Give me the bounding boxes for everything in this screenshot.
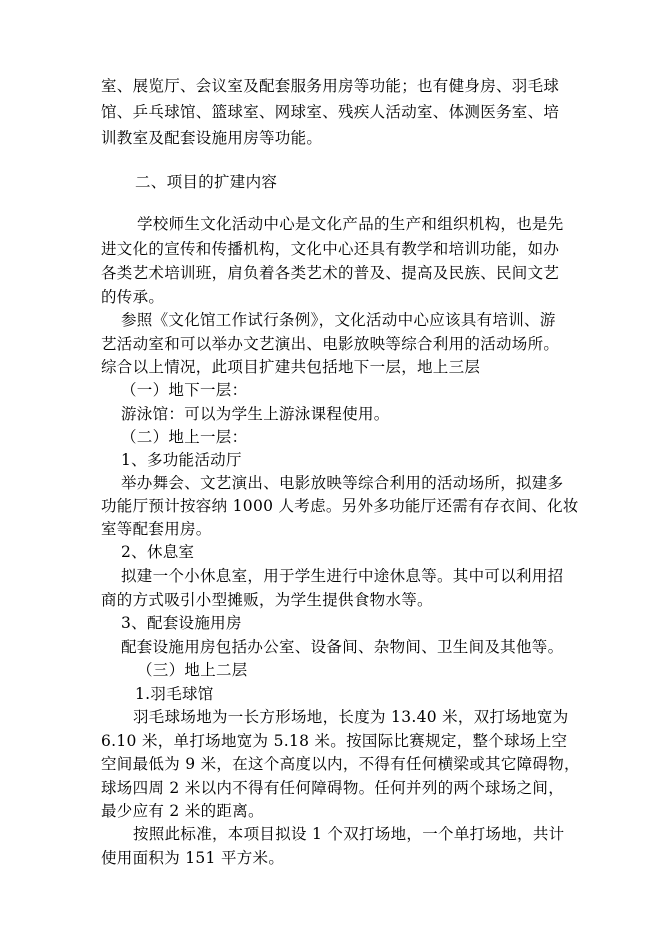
paragraph-line: 参照《文化馆工作试行条例》，文化活动中心应该具有培训、游 [121, 311, 556, 329]
subsection-title: （一）地下一层： [121, 381, 248, 399]
subsection-title: （三）地上二层 [137, 661, 248, 679]
paragraph-line: 举办舞会、文艺演出、电影放映等综合利用的活动场所，拟建多 [121, 474, 564, 492]
item-title: 1、多功能活动厅 [121, 451, 242, 469]
paragraph-line: 配套设施用房包括办公室、设备间、杂物间、卫生间及其他等。 [121, 638, 564, 656]
paragraph-line: 综合以上情况，此项目扩建共包括地下一层，地上三层 [101, 358, 481, 376]
paragraph-line: 球场四周 2 米以内不得有任何障碍物。任何并列的两个球场之间， [101, 779, 565, 797]
paragraph-line: 馆、乒乓球馆、篮球室、网球室、残疾人活动室、体测医务室、培 [101, 103, 560, 121]
paragraph-line: 空间最低为 9 米，在这个高度以内，不得有任何横梁或其它障碍物， [101, 755, 580, 773]
paragraph-line: 训教室及配套设施用房等功能。 [101, 129, 323, 147]
section-heading: 二、项目的扩建内容 [135, 173, 278, 191]
paragraph-line: 按照此标准，本项目拟设 1 个双打场地，一个单打场地，共计 [133, 825, 565, 843]
paragraph-line: 室等配套用房。 [101, 520, 212, 538]
paragraph-line: 室、展览厅、会议室及配套服务用房等功能；也有健身房、羽毛球 [101, 77, 560, 95]
subsection-title: （二）地上一层： [121, 428, 248, 446]
paragraph-line: 使用面积为 151 平方米。 [101, 849, 285, 867]
paragraph-line: 的传承。 [101, 288, 165, 306]
paragraph-line: 学校师生文化活动中心是文化产品的生产和组织机构，也是先 [137, 215, 564, 233]
paragraph-line: 羽毛球场地为一长方形场地，长度为 13.40 米，双打场地宽为 [133, 708, 569, 726]
paragraph-line: 功能厅预计按容纳 1000 人考虑。另外多功能厅还需有存衣间、化妆 [101, 497, 579, 515]
paragraph-line: 商的方式吸引小型摊贩，为学生提供食物水等。 [101, 591, 433, 609]
paragraph-line: 进文化的宣传和传播机构，文化中心还具有教学和培训功能，如办 [101, 240, 560, 258]
paragraph-line: 拟建一个小休息室，用于学生进行中途休息等。其中可以利用招 [121, 567, 564, 585]
item-title: 2、休息室 [121, 543, 195, 561]
item-title: 1.羽毛球馆 [135, 685, 214, 703]
item-title: 3、配套设施用房 [121, 614, 242, 632]
paragraph-line: 6.10 米，单打场地宽为 5.18 米。按国际比赛规定，整个球场上空 [101, 732, 568, 750]
paragraph-line: 各类艺术培训班，肩负着各类艺术的普及、提高及民族、民间文艺 [101, 264, 560, 282]
paragraph-line: 游泳馆：可以为学生上游泳课程使用。 [121, 405, 390, 423]
paragraph-line: 艺活动室和可以举办文艺演出、电影放映等综合利用的活动场所。 [101, 335, 560, 353]
paragraph-line: 最少应有 2 米的距离。 [101, 802, 264, 820]
